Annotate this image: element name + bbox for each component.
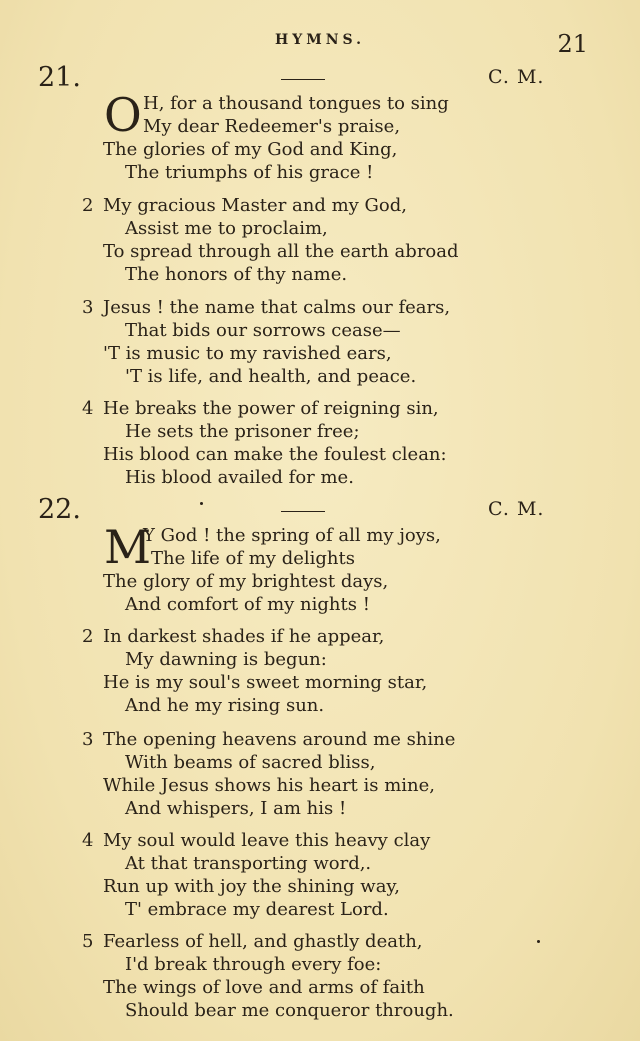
verse-line: While Jesus shows his heart is mine, [103,775,436,796]
verse-line: My soul would leave this heavy clay [103,830,431,851]
drop-cap: O [104,88,142,142]
verse-number: 2 [82,195,94,216]
verse-line: My dawning is begun: [125,649,327,670]
verse-number: 4 [82,398,94,419]
verse-line: That bids our sorrows cease— [125,320,401,341]
hymn-number: 21. [38,62,81,93]
drop-cap: M [104,520,152,574]
separator-rule [281,511,325,512]
verse-line: 'T is life, and health, and peace. [125,366,417,387]
hymn-number: 22. [38,494,81,525]
verse-line: The triumphs of his grace ! [125,162,374,183]
verse-line: He breaks the power of reigning sin, [103,398,439,419]
verse-line: And whispers, I am his ! [125,798,347,819]
verse-line: And he my rising sun. [125,695,325,716]
verse-line: The wings of love and arms of faith [103,977,425,998]
verse-line: Jesus ! the name that calms our fears, [103,297,451,318]
hymn-meter: C. M. [488,66,545,88]
verse-number: 5 [82,931,94,952]
verse-number: 2 [82,626,94,647]
separator-rule [281,79,325,80]
verse-line: His blood availed for me. [125,467,354,488]
verse-line: H, for a thousand tongues to sing [143,93,449,114]
print-speck [200,502,203,505]
verse-line: The glory of my brightest days, [103,571,389,592]
verse-line: With beams of sacred bliss, [125,752,376,773]
verse-line: He sets the prisoner free; [125,421,360,442]
verse-line: The life of my delights [151,548,355,569]
verse-line: My dear Redeemer's praise, [143,116,401,137]
verse-line: Assist me to proclaim, [125,218,328,239]
print-speck [537,940,540,943]
verse-line: T' embrace my dearest Lord. [125,899,389,920]
verse-line: Run up with joy the shining way, [103,876,400,897]
verse-line: At that transporting word,. [125,853,372,874]
verse-line: The glories of my God and King, [103,139,398,160]
running-head: HYMNS. [274,32,365,48]
verse-line: The honors of thy name. [125,264,348,285]
verse-line: I'd break through every foe: [125,954,382,975]
verse-number: 3 [82,729,94,750]
verse-line: The opening heavens around me shine [103,729,456,750]
verse-line: In darkest shades if he appear, [103,626,385,647]
verse-line: Fearless of hell, and ghastly death, [103,931,423,952]
verse-line: My gracious Master and my God, [103,195,408,216]
verse-line: And comfort of my nights ! [125,594,370,615]
hymn-meter: C. M. [488,498,545,520]
verse-line: His blood can make the foulest clean: [103,444,447,465]
verse-number: 4 [82,830,94,851]
verse-line: To spread through all the earth abroad [103,241,459,262]
verse-line: Y God ! the spring of all my joys, [143,525,441,546]
verse-number: 3 [82,297,94,318]
verse-line: 'T is music to my ravished ears, [103,343,392,364]
verse-line: Should bear me conqueror through. [125,1000,454,1021]
page-number: 21 [557,30,588,58]
verse-line: He is my soul's sweet morning star, [103,672,428,693]
